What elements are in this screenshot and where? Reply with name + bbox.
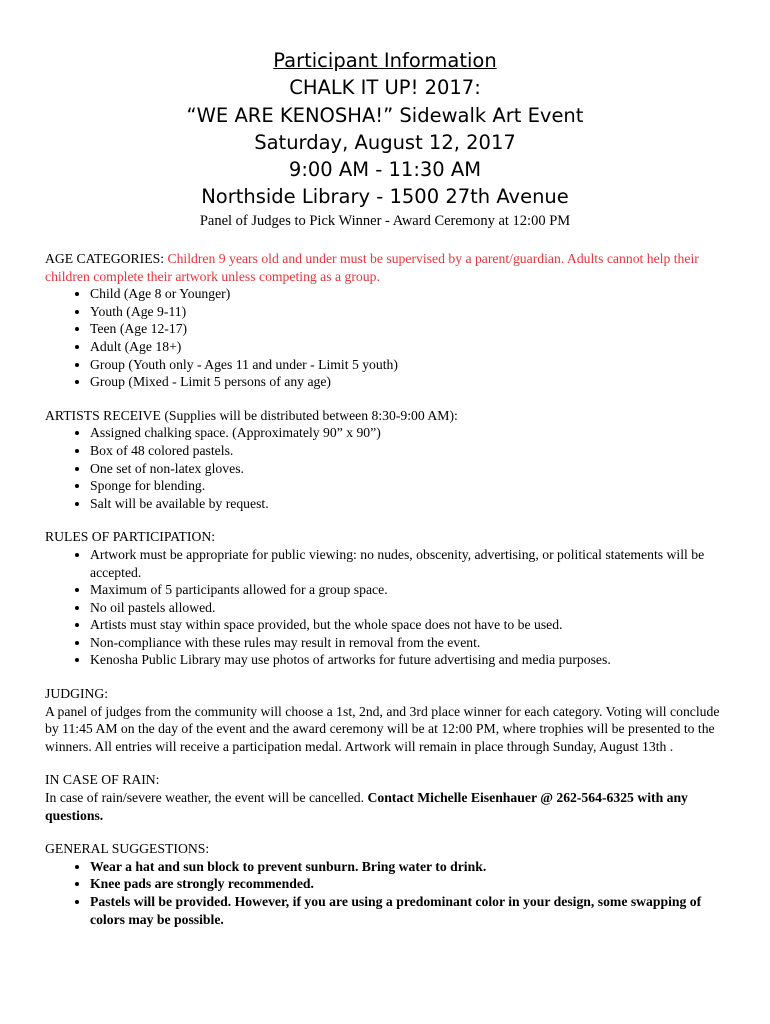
rain-heading: IN CASE OF RAIN: (45, 772, 160, 788)
event-time: 9:00 AM - 11:30 AM (288, 158, 482, 182)
list-item: • Group (Youth only - Ages 11 and under - Limit 5 youth) (90, 356, 735, 374)
list-item: • Wear a hat and sun block to prevent sunburn. Bring water to drink. (90, 858, 735, 876)
rain-contact: Contact Michelle Eisenhauer @ 262-564-6325 with any questions. (45, 790, 688, 823)
list-item: • Salt will be available by request. (90, 495, 735, 513)
judging-heading: JUDGING: (45, 686, 109, 702)
judges-note: Panel of Judges to Pick Winner - Award Ceremony at 12:00 PM (199, 213, 571, 229)
list-item: • No oil pastels allowed. (90, 599, 735, 617)
list-item: • Non-compliance with these rules may result in removal from the event. (90, 634, 735, 652)
list-item: • Assigned chalking space. (Approximately 90” x 90”) (90, 424, 735, 442)
judging-text: A panel of judges from the community will choose a 1st, 2nd, and 3rd place winner for each category. Voting will conclude by 11:45 AM on the day of the event and the award ceremony will be at 12:00 PM, where trophies will be presented to the winners. All entries will receive a participation medal. Artwork will remain in place through Sunday, August 13th . (45, 703, 720, 754)
list-item: • Group (Mixed - Limit 5 persons of any age) (90, 373, 735, 391)
document-header (0, 47, 770, 211)
age-categories-heading: AGE CATEGORIES: (45, 251, 165, 266)
list-item: • One set of non-latex gloves. (90, 460, 735, 478)
list-item: • Maximum of 5 participants allowed for a group space. (90, 581, 735, 599)
judging-section (45, 685, 735, 755)
doc-title: Participant Information (273, 49, 497, 72)
rain-section (45, 771, 735, 824)
rain-paragraph (45, 789, 735, 824)
rain-text: In case of rain/severe weather, the event will be cancelled. (45, 790, 365, 806)
document-body (45, 250, 735, 944)
supplies-list (45, 424, 735, 512)
list-item: • Artwork must be appropriate for public viewing: no nudes, obscenity, advertising, or political statements will be accepted. (90, 546, 735, 581)
artists-receive-heading: ARTISTS RECEIVE (Supplies will be distributed between 8:30-9:00 AM): (45, 407, 458, 423)
list-item: • Teen (Age 12-17) (90, 320, 735, 338)
rules-section (45, 528, 735, 669)
list-item: • Pastels will be provided. However, if you are using a predominant color in your design, some swapping of colors may be possible. (90, 893, 735, 928)
age-category-list (45, 285, 735, 391)
event-subtitle: “WE ARE KENOSHA!” Sidewalk Art Event (186, 103, 584, 127)
list-item: • Box of 48 colored pastels. (90, 442, 735, 460)
age-categories-intro (45, 250, 735, 285)
list-item: • Youth (Age 9-11) (90, 303, 735, 321)
event-date: Saturday, August 12, 2017 (254, 130, 516, 154)
list-item: • Sponge for blending. (90, 477, 735, 495)
list-item: • Child (Age 8 or Younger) (90, 285, 735, 303)
suggestions-section (45, 840, 735, 928)
list-item: • Artists must stay within space provided, but the whole space does not have to be used. (90, 616, 735, 634)
event-name: CHALK IT UP! 2017: (289, 76, 481, 100)
age-categories-section (45, 250, 735, 391)
list-item: • Adult (Age 18+) (90, 338, 735, 356)
suggestions-list (45, 858, 735, 928)
rules-heading: RULES OF PARTICIPATION: (45, 529, 216, 545)
supervision-note: Children 9 years old and under must be supervised by a parent/guardian. Adults cannot help their children complete their artwork unless competing as a group. (45, 251, 699, 284)
artists-receive-section (45, 407, 735, 513)
event-location: Northside Library - 1500 27th Avenue (201, 185, 569, 209)
list-item: • Kenosha Public Library may use photos of artworks for future advertising and media purposes. (90, 651, 735, 669)
rules-list (45, 546, 735, 669)
suggestions-heading: GENERAL SUGGESTIONS: (45, 841, 210, 857)
list-item: • Knee pads are strongly recommended. (90, 875, 735, 893)
